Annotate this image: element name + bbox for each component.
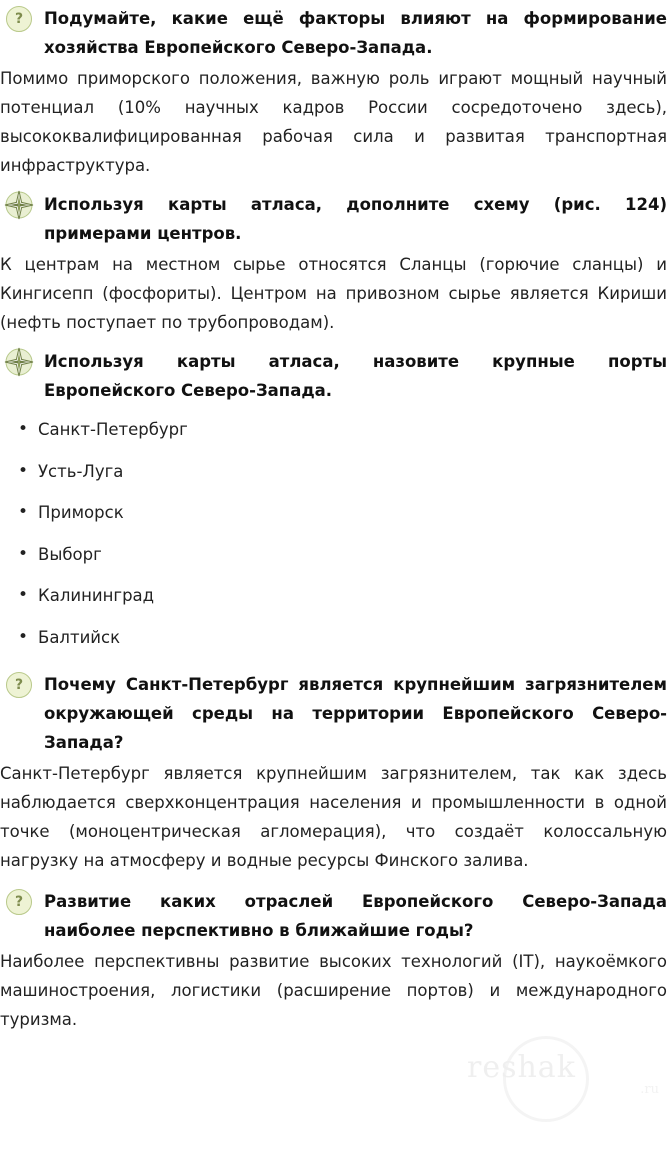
question-icon: ? <box>6 6 32 32</box>
question-text: Почему Санкт-Петербург является крупнейшим загрязнителем окружающей среды на территории Европейского Северо-Запада? <box>44 675 667 752</box>
list-item: • Балтийск <box>38 617 671 659</box>
watermark-circle <box>503 1036 589 1122</box>
question-icon: ? <box>6 672 32 698</box>
watermark-text: reshak <box>467 1050 576 1085</box>
ports-list <box>0 409 671 658</box>
question-block-5 <box>0 887 671 945</box>
answer-text: К центрам на местном сырье относятся Сланцы (горючие сланцы) и Кингисепп (фосфориты). Центром на привозном сырье является Кириши (нефть поступает по трубопроводам). <box>0 255 667 332</box>
list-item: • Выборг <box>38 534 671 576</box>
question-block-2 <box>0 190 671 248</box>
answer-block-2 <box>0 250 671 337</box>
answer-text: Санкт-Петербург является крупнейшим загрязнителем, так как здесь наблюдается сверхконцентрация населения и промышленности в одной точке (моноцентрическая агломерация), что создаёт колоссальную нагрузку на атмосферу и водные ресурсы Финского залива. <box>0 764 667 870</box>
compass-star-icon <box>4 347 34 377</box>
answer-block-1 <box>0 64 671 180</box>
question-block-4 <box>0 670 671 757</box>
watermark-suffix: .ru <box>640 1082 659 1097</box>
question-text: Развитие каких отраслей Европейского Северо-Запада наиболее перспективно в ближайшие годы? <box>44 892 667 940</box>
watermark <box>459 1020 669 1140</box>
question-text: Используя карты атласа, дополните схему (рис. 124) примерами центров. <box>44 195 667 243</box>
document-page <box>0 4 671 1174</box>
answer-block-5 <box>0 947 671 1034</box>
list-item: • Санкт-Петербург <box>38 409 671 451</box>
question-block-3 <box>0 347 671 405</box>
question-text: Используя карты атласа, назовите крупные порты Европейского Северо-Запада. <box>44 352 667 400</box>
question-text: Подумайте, какие ещё факторы влияют на формирование хозяйства Европейского Северо-Запада. <box>44 9 667 57</box>
list-item: • Приморск <box>38 492 671 534</box>
question-block-1 <box>0 4 671 62</box>
answer-text: Наиболее перспективны развитие высоких технологий (IT), наукоёмкого машиностроения, логистики (расширение портов) и международного туризма. <box>0 952 667 1029</box>
list-item: • Усть-Луга <box>38 451 671 493</box>
answer-block-4 <box>0 759 671 875</box>
list-item: • Калининград <box>38 575 671 617</box>
compass-star-icon <box>4 190 34 220</box>
answer-text: Помимо приморского положения, важную роль играют мощный научный потенциал (10% научных кадров России сосредоточено здесь), высококвалифицированная рабочая сила и развитая транспортная инфраструктура. <box>0 69 667 175</box>
question-icon: ? <box>6 889 32 915</box>
